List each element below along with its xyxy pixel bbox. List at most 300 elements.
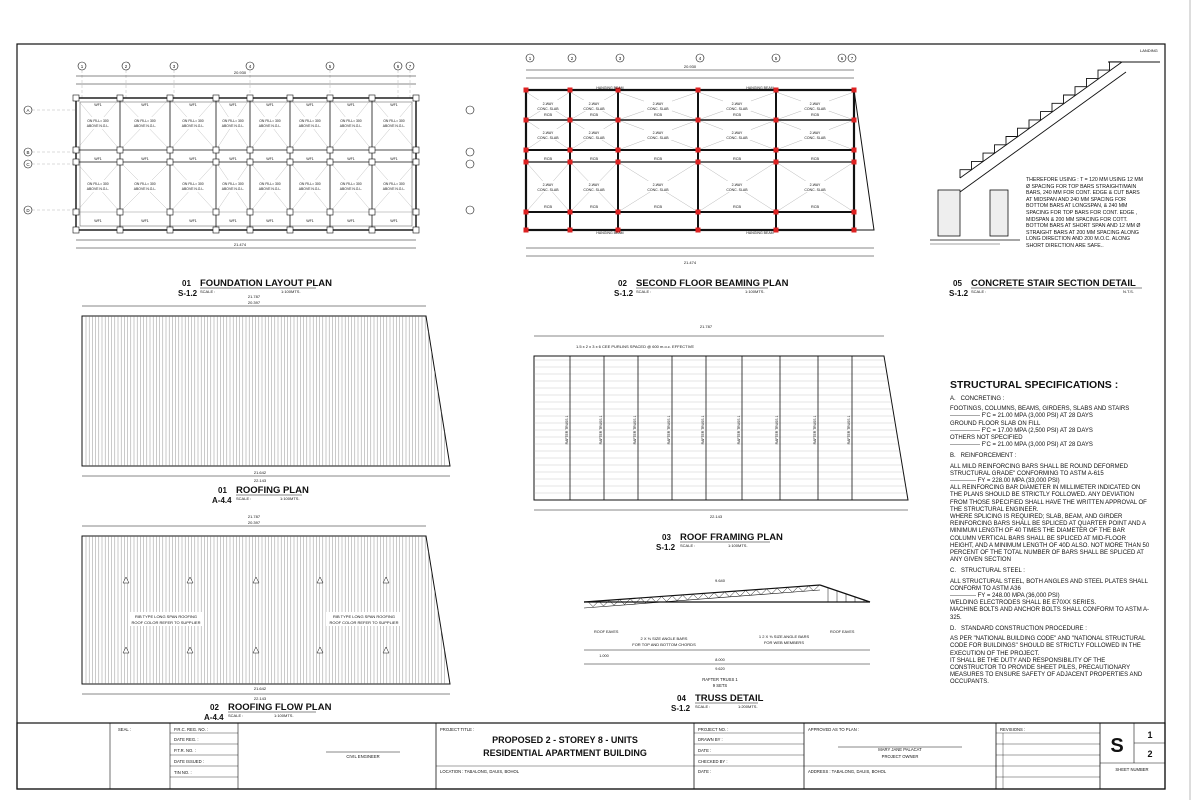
column-marker — [524, 228, 529, 233]
fill-note-2: ABOVE N.G.L. — [258, 187, 282, 191]
hanging-beam-label: HANGING BEAM — [596, 231, 624, 235]
roofing-note-left2: ROOF COLOR REFER TO SUPPLIER — [131, 620, 201, 625]
grid-col-label: 3 — [618, 56, 622, 61]
civil-engineer-label: CIVIL ENGINEER — [346, 754, 380, 759]
slab-label-2: CONC. SLAB — [583, 107, 605, 111]
beaming-scale-label: SCALE : — [636, 289, 652, 294]
fill-note: ON FILL= 300 — [259, 182, 281, 186]
slab-label-2: CONC. SLAB — [537, 107, 559, 111]
spec-a-heading: A. CONCRETING : — [950, 396, 1005, 402]
footing — [213, 147, 219, 153]
fill-note-2: ABOVE N.G.L. — [382, 187, 406, 191]
stair-plan-title: CONCRETE STAIR SECTION DETAIL — [971, 278, 1136, 289]
roofing-flow-dim-top: 21.787 — [247, 514, 261, 519]
footing — [117, 209, 123, 215]
tin-label: TIN NO. : — [174, 770, 192, 775]
approved-label: APPROVED AS TO PLAN : — [808, 727, 860, 732]
fill-note-2: ABOVE N.G.L. — [86, 187, 110, 191]
grid-row-d: D — [26, 208, 30, 213]
beaming-plan-sheet: S-1.2 — [614, 289, 634, 298]
footing — [369, 95, 375, 101]
sheet-no: 1 — [1147, 730, 1153, 740]
flow-arrow — [317, 647, 323, 653]
footing — [287, 159, 293, 165]
stair-design-note: THEREFORE USING : T = 120 MM USING 12 MM Ø SPACING FOR TOP BARS STRAIGHT/MAIN BARS, 240 MM FOR CONT. EDGE & CUT BARS AT MIDSPAN AND 240 MM SPACING FOR BOTTOM BARS AT LONGSPAN, & 240 MM SPACING FOR TOP BARS FOR CONT. EDGE , MIDSPAN & 200 MM SPACING FOR COTT. BOTTOM BARS AT SHORT SPAN AND 12 MM Ø STRAIGHT BARS AT 200 MM SPACING ALONG LONG DIRECTION AND 200 M.O.C. ALONG SHORT DIRECTION ARE SAFE.. — [1026, 177, 1143, 249]
foundation-scale-label: SCALE : — [200, 289, 216, 294]
truss-dim-2: 8.000 — [715, 658, 725, 662]
rafter-truss-label: RAFTER TRUSS 1 — [667, 415, 671, 445]
truss-scale-label: SCALE : — [695, 704, 711, 709]
roofing-note-right2: ROOF COLOR REFER TO SUPPLIER — [329, 620, 399, 625]
roofing-flow-dim-bottom: 21.642 — [253, 686, 267, 691]
beam-label: RCB — [810, 205, 820, 209]
grid-col-label: 5 — [774, 56, 778, 61]
truss-sheet: S-1.2 — [671, 704, 691, 713]
roofing-note-right: RIB TYPE LONG SPAN ROOFING — [332, 614, 396, 619]
beam-label: RCB — [653, 113, 663, 117]
column-marker — [568, 88, 573, 93]
address-label: ADDRESS : TABALONG, DAUIS, BOHOL — [808, 769, 887, 774]
project-title-label: PROJECT TITLE : — [440, 727, 475, 732]
roofing-dim-bottom: 21.642 — [253, 470, 267, 475]
hanging-beam-label: HANGING BEAM — [746, 86, 774, 90]
seal-label: SEAL : — [118, 727, 131, 732]
spec-a-body: FOOTINGS, COLUMNS, BEAMS, GIRDERS, SLABS AND STAIRS --------------- F'C = 21.00 MPA (3,000 PSI) AT 28 DAYS GROUND FLOOR SLAB ON FILL --------------- F'C = 17.00 MPA (2,500 PSI) AT 28 DAYS OTHERS NOT SPECIFIED --------------- F'C = 21.00 MPA (3,000 PSI) AT 28 DAYS — [950, 406, 1130, 449]
slab-label: 2-WAY — [731, 131, 743, 135]
footing — [117, 147, 123, 153]
beam-label: RCB — [589, 113, 599, 117]
flow-arrow — [123, 647, 129, 653]
foundation-dim-top: 20.930 — [233, 70, 247, 75]
truss-dim-3: 9.620 — [715, 667, 725, 671]
foundation-plan-number: 01 — [182, 279, 191, 288]
roof-framing-dim-bottom: 22.143 — [709, 514, 723, 519]
wall-footing-label: WF1 — [229, 103, 237, 107]
footing — [73, 227, 79, 233]
flow-arrow — [253, 647, 259, 653]
date-label-2: DATE : — [698, 769, 712, 774]
spec-c-body: ALL STRUCTURAL STEEL, BOTH ANGLES AND STEEL PLATES SHALL CONFORM TO ASTM A36 ------------- FY = 248.00 MPA (36,000 PSI) WELDING ELECTRODES SHALL BE E70XX SERIES. MACHINE BOLTS AND ANCHOR BOLTS SHALL CONFORM TO ASTM A-325. — [950, 578, 1150, 621]
roofing-flow-title: ROOFING FLOW PLAN — [228, 702, 332, 713]
fill-note: ON FILL= 300 — [222, 119, 244, 123]
fill-note-2: ABOVE N.G.L. — [221, 187, 245, 191]
fill-note: ON FILL= 300 — [134, 119, 156, 123]
slab-label-2: CONC. SLAB — [804, 107, 826, 111]
footing — [247, 159, 253, 165]
structural-specifications-title: STRUCTURAL SPECIFICATIONS : — [950, 379, 1119, 391]
slab-label: 2-WAY — [652, 102, 664, 106]
title-block — [17, 723, 1165, 789]
slab-label-2: CONC. SLAB — [726, 136, 748, 140]
stair-scale-label: SCALE : — [971, 289, 987, 294]
wall-footing-label: WF1 — [306, 157, 314, 161]
roofing-plan-number: 01 — [218, 486, 227, 495]
hanging-beam-label: HANGING BEAM — [596, 86, 624, 90]
beaming-dim-top: 20.930 — [683, 64, 697, 69]
spec-c-heading: C. STRUCTURAL STEEL : — [950, 568, 1025, 575]
roofing-dim-bottom2: 22.143 — [253, 478, 267, 483]
slab-label: 2-WAY — [542, 183, 554, 187]
flow-arrow — [383, 647, 389, 653]
column-marker — [568, 118, 573, 123]
date-label-1: DATE : — [698, 748, 712, 753]
footing — [287, 147, 293, 153]
column-marker — [524, 88, 529, 93]
footing — [247, 147, 253, 153]
second-floor-beaming-plan — [466, 54, 874, 298]
beam-label: RCB — [543, 205, 553, 209]
truss-number: 04 — [677, 694, 686, 703]
drawn-by-label: DRAWN BY : — [698, 737, 723, 742]
foundation-dim-bottom: 21.474 — [233, 242, 247, 247]
owner-name: MARY JANE PALACAT — [878, 747, 922, 752]
roof-framing-sheet: S-1.2 — [656, 543, 676, 552]
footing — [167, 227, 173, 233]
structural-specifications-body — [950, 392, 1150, 687]
roofing-flow-scale-label: SCALE : — [228, 713, 244, 718]
grid-col-label: 4 — [248, 64, 252, 69]
fill-note-2: ABOVE N.G.L. — [298, 124, 322, 128]
roof-framing-dim-top: 21.787 — [699, 324, 713, 329]
footing — [327, 147, 333, 153]
footing — [213, 227, 219, 233]
slab-label-2: CONC. SLAB — [537, 188, 559, 192]
slab-label-2: CONC. SLAB — [583, 136, 605, 140]
column-marker — [696, 148, 701, 153]
column-marker — [524, 148, 529, 153]
ptr-label: P.T.R. NO. : — [174, 748, 196, 753]
column-marker — [852, 160, 857, 165]
wall-footing-label: WF1 — [189, 103, 197, 107]
beam-label: RCB — [810, 157, 820, 161]
roofing-flow-scale: 1:100MTS. — [274, 713, 294, 718]
project-title-line1: PROPOSED 2 - STOREY 8 - UNITS — [492, 735, 638, 745]
flow-arrow — [123, 577, 129, 583]
wall-footing-label: WF1 — [347, 103, 355, 107]
column-marker — [852, 228, 857, 233]
slab-label: 2-WAY — [731, 183, 743, 187]
fill-note: ON FILL= 300 — [182, 182, 204, 186]
slab-label-2: CONC. SLAB — [726, 107, 748, 111]
footing — [327, 227, 333, 233]
column-marker — [568, 228, 573, 233]
sheet-total: 2 — [1147, 749, 1153, 759]
footing — [369, 209, 375, 215]
grid-col-label: 4 — [698, 56, 702, 61]
roofing-dim-mid: 20.397 — [247, 300, 261, 305]
rafter-truss-label: RAFTER TRUSS 1 — [565, 415, 569, 445]
rafter-truss-label: RAFTER TRUSS 1 — [701, 415, 705, 445]
fill-note-2: ABOVE N.G.L. — [339, 187, 363, 191]
wall-footing-label: WF1 — [229, 219, 237, 223]
column-marker — [852, 118, 857, 123]
footing — [327, 95, 333, 101]
grid-row-a: A — [26, 108, 30, 113]
wall-footing-label: WF1 — [390, 103, 398, 107]
grid-col-label: 5 — [328, 64, 332, 69]
fill-note: ON FILL= 300 — [259, 119, 281, 123]
revisions-label: REVISIONS : — [1000, 727, 1026, 732]
fill-note: ON FILL= 300 — [383, 182, 405, 186]
roof-framing-title: ROOF FRAMING PLAN — [680, 532, 783, 543]
column-marker — [524, 210, 529, 215]
slab-label: 2-WAY — [588, 131, 600, 135]
footing — [213, 159, 219, 165]
roof-eaves-right: ROOF EAVES — [830, 630, 855, 634]
wall-footing-label: WF1 — [141, 157, 149, 161]
column-marker — [852, 88, 857, 93]
grid-col-label: 2 — [570, 56, 574, 61]
slab-label: 2-WAY — [588, 183, 600, 187]
flow-arrow — [253, 577, 259, 583]
wall-footing-label: WF1 — [306, 103, 314, 107]
roof-framing-scale: 1:100MTS. — [728, 543, 748, 548]
spec-d-heading: D. STANDARD CONSTRUCTION PROCEDURE : — [950, 625, 1087, 632]
fill-note-2: ABOVE N.G.L. — [133, 187, 157, 191]
column-marker — [774, 228, 779, 233]
flow-arrow — [317, 577, 323, 583]
flow-arrow — [187, 647, 193, 653]
footing — [117, 95, 123, 101]
column-marker — [696, 88, 701, 93]
spec-d-body: AS PER "NATIONAL BUILDING CODE" AND "NATIONAL STRUCTURAL CODE FOR BUILDINGS" SHOULD BE STRICTLY FOLLOWED IN THE EXECUTION OF THE PROJECT. IT SHALL BE THE DUTY AND RESPONSIBILITY OF THE CONSTRUCTOR TO PROVIDE SHEET PILES, PRECAUTIONARY MEASURES TO ENSURE SAFETY OF ADJACENT PROPERTIES AND OCCUPANTS. — [950, 636, 1146, 686]
fill-note: ON FILL= 300 — [299, 182, 321, 186]
stair-scale: N.T.S. — [1123, 289, 1134, 294]
foundation-layout-plan — [24, 62, 419, 298]
slab-label-2: CONC. SLAB — [804, 188, 826, 192]
fill-note: ON FILL= 300 — [340, 119, 362, 123]
footing — [247, 95, 253, 101]
footing — [287, 209, 293, 215]
slab-label-2: CONC. SLAB — [647, 136, 669, 140]
slab-label: 2-WAY — [809, 102, 821, 106]
spec-b-heading: B. REINFORCEMENT : — [950, 453, 1017, 460]
footing — [167, 95, 173, 101]
web-note2: FOR WEB MEMBERS — [763, 640, 805, 645]
stair-landing-label: LANDING — [1140, 48, 1158, 53]
footing — [413, 147, 419, 153]
wall-footing-label: WF1 — [390, 219, 398, 223]
grid-row-c: C — [26, 162, 30, 167]
column-marker — [568, 148, 573, 153]
roofing-dim-top: 21.787 — [247, 294, 261, 299]
chord-note2: FOR TOP AND BOTTOM CHORDS — [632, 642, 696, 647]
slab-label: 2-WAY — [809, 131, 821, 135]
purlins-note: 1.5 x 2 x 3 x 6 CEE PURLINS SPACED @ 600 m.o.c. EFFECTIVE — [576, 344, 695, 349]
roofing-scale-label: SCALE : — [236, 496, 252, 501]
rafter-truss-label: RAFTER TRUSS 1 — [847, 415, 851, 445]
fill-note-2: ABOVE N.G.L. — [339, 124, 363, 128]
beaming-plan-number: 02 — [618, 279, 627, 288]
wall-footing-label: WF1 — [229, 157, 237, 161]
column-marker — [524, 160, 529, 165]
footing — [213, 209, 219, 215]
roofing-plan — [82, 294, 450, 505]
wall-footing-label: WF1 — [189, 157, 197, 161]
column-marker — [774, 160, 779, 165]
sheet-letter: S — [1110, 735, 1124, 757]
column-marker — [568, 210, 573, 215]
grid-col-label: 2 — [124, 64, 128, 69]
slab-label: 2-WAY — [588, 102, 600, 106]
footing — [247, 227, 253, 233]
hanging-beam-label: HANGING BEAM — [746, 231, 774, 235]
fill-note-2: ABOVE N.G.L. — [181, 124, 205, 128]
fill-note: ON FILL= 300 — [222, 182, 244, 186]
roofing-flow-dim-mid: 20.397 — [247, 520, 261, 525]
fill-note: ON FILL= 300 — [383, 119, 405, 123]
column-marker — [774, 88, 779, 93]
wall-footing-label: WF1 — [94, 157, 102, 161]
grid-col-label: 7 — [850, 56, 854, 61]
column-marker — [616, 118, 621, 123]
roofing-flow-number: 02 — [210, 703, 219, 712]
slab-label-2: CONC. SLAB — [647, 188, 669, 192]
footing — [327, 209, 333, 215]
column-marker — [696, 160, 701, 165]
column-marker — [616, 160, 621, 165]
slab-label: 2-WAY — [809, 183, 821, 187]
fill-note-2: ABOVE N.G.L. — [258, 124, 282, 128]
fill-note-2: ABOVE N.G.L. — [298, 187, 322, 191]
grid-col-label: 1 — [528, 56, 532, 61]
truss-sets: 9 SETS — [712, 683, 728, 688]
foundation-plan-title: FOUNDATION LAYOUT PLAN — [200, 278, 332, 289]
roof-eaves-left: ROOF EAVES — [594, 630, 619, 634]
column-marker — [774, 210, 779, 215]
footing — [413, 95, 419, 101]
fill-note-2: ABOVE N.G.L. — [181, 187, 205, 191]
wall-footing-label: WF1 — [266, 103, 274, 107]
fill-note: ON FILL= 300 — [299, 119, 321, 123]
slab-label-2: CONC. SLAB — [726, 188, 748, 192]
footing — [73, 95, 79, 101]
footing — [369, 147, 375, 153]
fill-note: ON FILL= 300 — [134, 182, 156, 186]
wall-footing-label: WF1 — [306, 219, 314, 223]
beam-label: RCB — [732, 205, 742, 209]
spec-b-body: ALL MILD REINFORCING BARS SHALL BE ROUND DEFORMED STRUCTURAL GRADE" CONFORMING TO ASTM A-615 ------------- FY = 228.00 MPA (33,000 PSI) ALL REINFORCING BAR DIAMETER IN MILLIMETER INDICATED ON THE PLANS SHOULD BE STRICTLY FOLLOWED. ANY DEVIATION FROM THOSE SPECIFIED SHALL HAVE THE WRITTEN APPROVAL OF THE STRUCTURAL ENGINEER. WHERE SPLICING IS REQUIRED; SLAB, BEAM, AND GIRDER REINFORCING BARS SHALL BE SPLICED AT QUARTER POINT AND A MINIMUM LENGTH OF 40 TIMES THE DIAMETER OF THE BAR COLUMN VERTICAL BARS SHALL BE SPLICED AT MID-FLOOR HEIGHT, AND A MINIMUM LENGTH OF 40D ALSO. NOT MORE THAN 50 PERCENT OF THE TOTAL NUMBER OF BARS SHALL BE SPLICED AT ANY GIVEN SECTION — [950, 463, 1150, 564]
grid-col-label: 7 — [408, 64, 412, 69]
grid-col-label: 6 — [840, 56, 844, 61]
grid-col-label: 3 — [172, 64, 176, 69]
slab-label: 2-WAY — [731, 102, 743, 106]
roofing-flow-dim-bottom2: 22.143 — [253, 696, 267, 701]
footing — [287, 227, 293, 233]
grid-row-b: B — [26, 150, 30, 155]
footing — [369, 159, 375, 165]
fill-note: ON FILL= 300 — [87, 182, 109, 186]
column-marker — [524, 118, 529, 123]
fill-note-2: ABOVE N.G.L. — [221, 124, 245, 128]
slab-label-2: CONC. SLAB — [804, 136, 826, 140]
fill-note: ON FILL= 300 — [87, 119, 109, 123]
footing — [213, 95, 219, 101]
rafter-truss-label: RAFTER TRUSS 1 — [813, 415, 817, 445]
location-label: LOCATION : TABALONG, DAUIS, BOHOL — [440, 769, 520, 774]
roof-framing-number: 03 — [662, 533, 671, 542]
truss-scale: 1:200MTS. — [738, 704, 758, 709]
slab-label-2: CONC. SLAB — [647, 107, 669, 111]
flow-arrow — [187, 577, 193, 583]
checked-by-label: CHECKED BY : — [698, 759, 728, 764]
beam-label: RCB — [810, 113, 820, 117]
grid-col-label: 6 — [396, 64, 400, 69]
footing — [413, 209, 419, 215]
fill-note: ON FILL= 300 — [182, 119, 204, 123]
truss-title: TRUSS DETAIL — [695, 693, 764, 704]
owner-label: PROJECT OWNER — [881, 754, 919, 759]
footing — [167, 147, 173, 153]
wall-footing-label: WF1 — [266, 157, 274, 161]
rafter-truss-label: RAFTER TRUSS 1 — [737, 415, 741, 445]
date-issued-label: DATE ISSUED : — [174, 759, 204, 764]
slab-label: 2-WAY — [542, 131, 554, 135]
truss-span: 9.640 — [714, 578, 726, 583]
footing — [247, 209, 253, 215]
foundation-scale: 1:100MTS. — [281, 289, 301, 294]
footing — [167, 209, 173, 215]
roof-framing-plan — [534, 324, 908, 552]
column-marker — [852, 210, 857, 215]
truss-dim-1: 1.000 — [599, 654, 609, 658]
wall-footing-label: WF1 — [141, 103, 149, 107]
roofing-scale: 1:100MTS. — [280, 496, 300, 501]
column-marker — [616, 210, 621, 215]
beam-label: RCB — [653, 157, 663, 161]
beaming-scale: 1:100MTS. — [745, 289, 765, 294]
column-marker — [774, 118, 779, 123]
stair-plan-number: 05 — [953, 279, 962, 288]
wall-footing-label: WF1 — [266, 219, 274, 223]
slab-label: 2-WAY — [542, 102, 554, 106]
column-marker — [568, 160, 573, 165]
beaming-dim-bottom: 21.474 — [683, 260, 697, 265]
slab-label-2: CONC. SLAB — [583, 188, 605, 192]
slab-label-2: CONC. SLAB — [537, 136, 559, 140]
wall-footing-label: WF1 — [141, 219, 149, 223]
fill-note-2: ABOVE N.G.L. — [382, 124, 406, 128]
concrete-stair-section — [930, 48, 1160, 298]
column-marker — [616, 148, 621, 153]
wall-footing-label: WF1 — [189, 219, 197, 223]
fill-note: ON FILL= 300 — [340, 182, 362, 186]
rafter-truss-label: RAFTER TRUSS 1 — [599, 415, 603, 445]
footing — [413, 227, 419, 233]
grid-col-label: 1 — [80, 64, 84, 69]
beam-label: RCB — [653, 205, 663, 209]
roofing-flow-plan — [82, 514, 450, 722]
roofing-note-left: RIB TYPE LONG SPAN ROOFING — [134, 614, 198, 619]
wall-footing-label: WF1 — [347, 219, 355, 223]
footing — [117, 159, 123, 165]
flow-arrow — [383, 577, 389, 583]
roofing-plan-title: ROOFING PLAN — [236, 485, 309, 496]
fill-note-2: ABOVE N.G.L. — [133, 124, 157, 128]
beam-label: RCB — [732, 113, 742, 117]
sheet-number-label: SHEET NUMBER — [1115, 767, 1149, 772]
beam-label: RCB — [732, 157, 742, 161]
beam-label: RCB — [589, 157, 599, 161]
column-marker — [696, 210, 701, 215]
footing — [327, 159, 333, 165]
footing — [167, 159, 173, 165]
beam-label: RCB — [543, 113, 553, 117]
column-marker — [696, 228, 701, 233]
footing — [413, 159, 419, 165]
roof-framing-scale-label: SCALE : — [680, 543, 696, 548]
column-marker — [774, 148, 779, 153]
